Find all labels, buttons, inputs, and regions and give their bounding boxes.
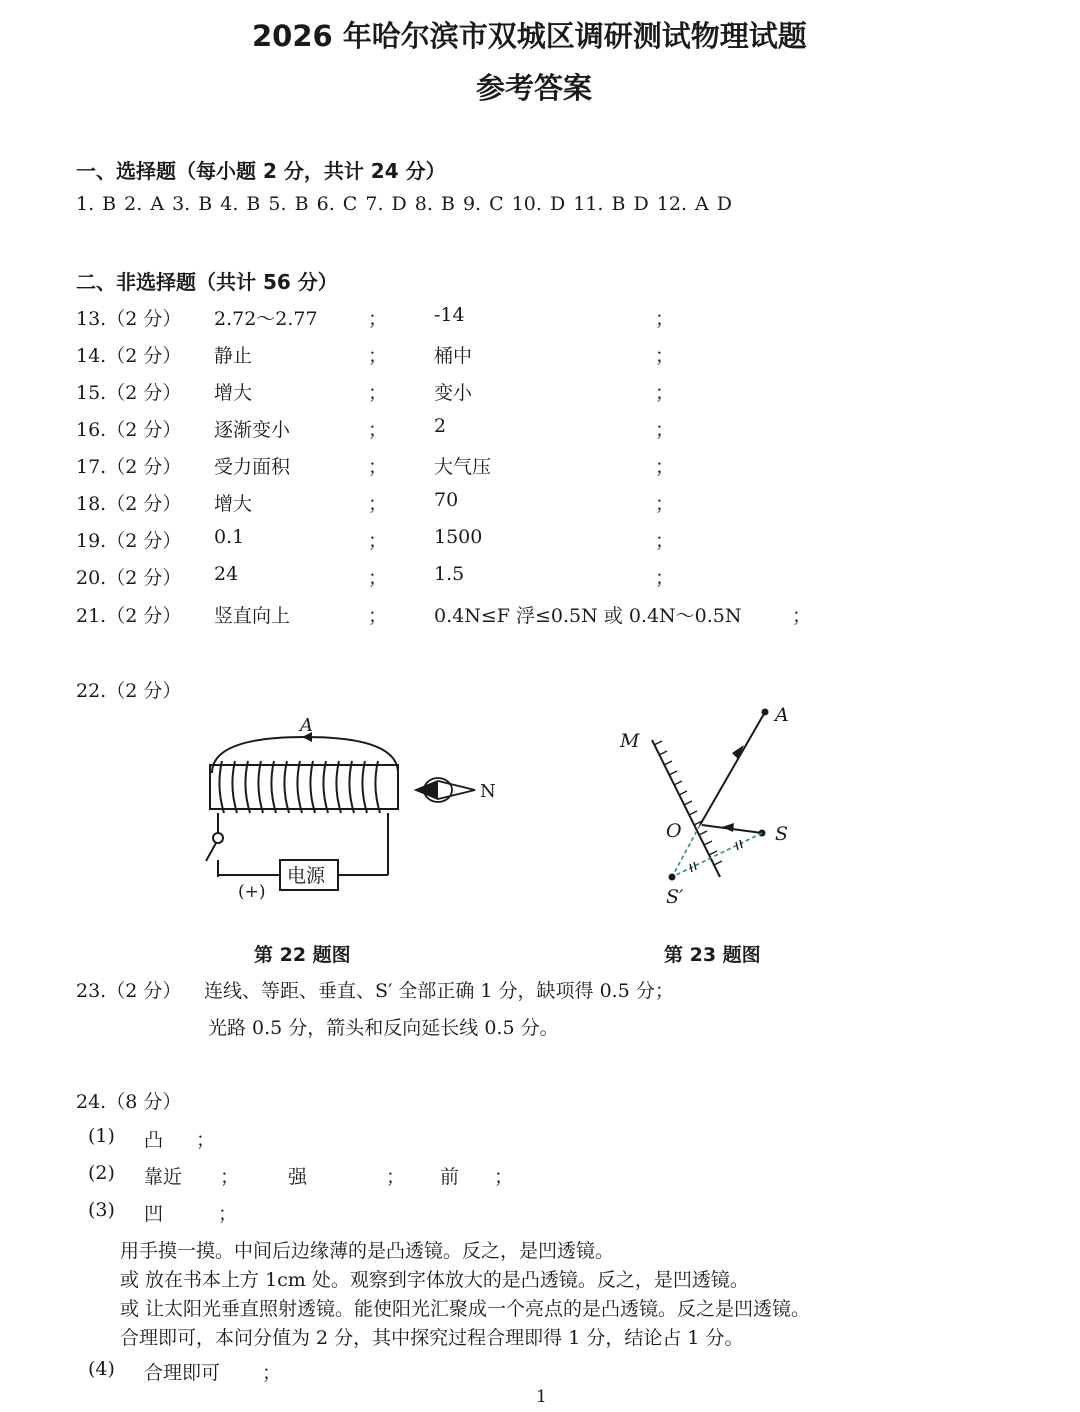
part-answer: 凹: [144, 1203, 164, 1225]
q23-number: 23.（2 分）: [76, 980, 182, 1002]
row-separator: ；: [368, 605, 388, 627]
q24-explain-line2: 或 放在书本上方 1cm 处。观察到字体放大的是凸透镜。反之，是凹透镜。: [120, 1269, 749, 1291]
point-s-prime: [669, 874, 676, 881]
mirror-label-m: M: [620, 730, 640, 752]
row-answer-a: 静止: [214, 345, 253, 367]
row-number: 21.（2 分）: [76, 605, 182, 627]
row-separator: ；: [368, 382, 388, 404]
q24-part2: [0, 1162, 1080, 1188]
row-answer-b: 0.4N≤F 浮≤0.5N 或 0.4N～0.5N: [434, 605, 742, 627]
loop-wire: [212, 737, 398, 773]
row-answer-a: 竖直向上: [214, 605, 291, 627]
figure-22-solenoid: [190, 715, 520, 910]
q24-part1: [0, 1125, 1080, 1151]
row-answer-a: 0.1: [214, 526, 245, 548]
part-answer-b: 强: [288, 1166, 308, 1188]
figure-23-mirror: [610, 695, 820, 915]
part-answer-a: 靠近: [144, 1166, 183, 1188]
reflected-ray: [700, 712, 765, 825]
row-answer-a: 2.72～2.77: [214, 308, 318, 330]
part-answer-c: 前: [440, 1166, 460, 1188]
power-label: 电源: [287, 865, 326, 887]
part-separator: ；: [196, 1129, 216, 1151]
row-answer-b: 2: [434, 415, 447, 437]
answer-row: [0, 304, 1080, 330]
figure-23-caption: 第 23 题图: [664, 944, 761, 966]
row-separator: ；: [655, 456, 675, 478]
part-number: (2): [88, 1162, 115, 1184]
point-o-label: O: [666, 820, 682, 842]
answer-row: [0, 415, 1080, 441]
part-separator: ；: [386, 1166, 406, 1188]
part-separator: ；: [262, 1362, 282, 1384]
row-answer-b: 70: [434, 489, 459, 511]
answer-row: [0, 341, 1080, 367]
point-a-label: A: [300, 715, 313, 736]
row-answer-b: 大气压: [434, 456, 492, 478]
row-number: 20.（2 分）: [76, 567, 182, 589]
row-separator: ；: [655, 382, 675, 404]
solenoid-core: [210, 765, 398, 809]
part-answer: 凸: [144, 1129, 164, 1151]
row-answer-a: 逐渐变小: [214, 419, 291, 441]
row-answer-b: 桶中: [434, 345, 473, 367]
row-answer-a: 24: [214, 563, 239, 585]
compass-needle-icon: [416, 778, 475, 802]
point-a: [762, 709, 769, 716]
row-separator: ；: [368, 456, 388, 478]
part-number: (1): [88, 1125, 115, 1147]
row-separator: ；: [655, 419, 675, 441]
page-title: 2026 年哈尔滨市双城区调研测试物理试题: [252, 19, 807, 53]
row-answer-b: 变小: [434, 382, 473, 404]
row-separator: ；: [655, 493, 675, 515]
row-separator: ；: [368, 345, 388, 367]
part-number: (3): [88, 1199, 115, 1221]
row-separator: ；: [655, 308, 675, 330]
section1-answers: 1. B 2. A 3. B 4. B 5. B 6. C 7. D 8. B 9. C 10. D 11. B D 12. A D: [76, 193, 733, 215]
q23-line1: 连线、等距、垂直、S′ 全部正确 1 分，缺项得 0.5 分；: [204, 980, 674, 1002]
q23-line2: 光路 0.5 分，箭头和反向延长线 0.5 分。: [208, 1017, 559, 1039]
part-separator: ；: [218, 1203, 238, 1225]
q24-explain-line4: 合理即可，本问分值为 2 分，其中探究过程合理即得 1 分，结论占 1 分。: [120, 1327, 744, 1349]
point-s-prime-label: S′: [666, 886, 684, 908]
figure-22-caption: 第 22 题图: [254, 944, 351, 966]
part-separator: ；: [494, 1166, 514, 1188]
switch-blade: [206, 843, 216, 861]
row-separator: ；: [368, 308, 388, 330]
row-number: 18.（2 分）: [76, 493, 182, 515]
section1-heading: 一、选择题（每小题 2 分，共计 24 分）: [76, 159, 446, 183]
answer-row: [0, 563, 1080, 589]
point-a-label: A: [775, 704, 789, 726]
row-number: 16.（2 分）: [76, 419, 182, 441]
row-separator: ；: [368, 493, 388, 515]
row-number: 14.（2 分）: [76, 345, 182, 367]
n-label: N: [480, 781, 496, 802]
answer-row: [0, 489, 1080, 515]
answer-row: [0, 378, 1080, 404]
q24-label: 24.（8 分）: [76, 1091, 182, 1113]
point-s-label: S: [775, 823, 789, 845]
plus-label: (+): [238, 882, 266, 902]
page-number: 1: [536, 1387, 547, 1407]
q22-label: 22.（2 分）: [76, 680, 182, 702]
arrow-icon: [722, 823, 734, 832]
row-separator: ；: [655, 530, 675, 552]
row-number: 19.（2 分）: [76, 530, 182, 552]
row-answer-b: -14: [434, 304, 465, 326]
q24-part3: [0, 1199, 1080, 1225]
row-answer-a: 增大: [214, 382, 253, 404]
row-separator: ；: [655, 567, 675, 589]
part-answer: 合理即可: [144, 1362, 221, 1384]
row-number: 15.（2 分）: [76, 382, 182, 404]
q24-explain-line1: 用手摸一摸。中间后边缘薄的是凸透镜。反之，是凹透镜。: [120, 1240, 615, 1262]
row-answer-a: 增大: [214, 493, 253, 515]
row-answer-b: 1500: [434, 526, 483, 548]
answer-row-21: [0, 601, 1080, 627]
page-subtitle: 参考答案: [476, 71, 593, 105]
part-number: (4): [88, 1358, 115, 1380]
q24-part4: [0, 1358, 1080, 1384]
row-separator: ；: [792, 605, 812, 627]
answer-row: [0, 526, 1080, 552]
answer-row: [0, 452, 1080, 478]
row-separator: ；: [368, 567, 388, 589]
row-number: 17.（2 分）: [76, 456, 182, 478]
row-answer-a: 受力面积: [214, 456, 291, 478]
section2-heading: 二、非选择题（共计 56 分）: [76, 270, 338, 294]
row-separator: ；: [368, 530, 388, 552]
q24-explain-line3: 或 让太阳光垂直照射透镜。能使阳光汇聚成一个亮点的是凸透镜。反之是凹透镜。: [120, 1298, 811, 1320]
row-answer-b: 1.5: [434, 563, 465, 585]
row-separator: ；: [655, 345, 675, 367]
row-separator: ；: [368, 419, 388, 441]
coil-windings: [219, 761, 380, 813]
part-separator: ；: [220, 1166, 240, 1188]
switch-pivot: [213, 833, 223, 843]
row-number: 13.（2 分）: [76, 308, 182, 330]
